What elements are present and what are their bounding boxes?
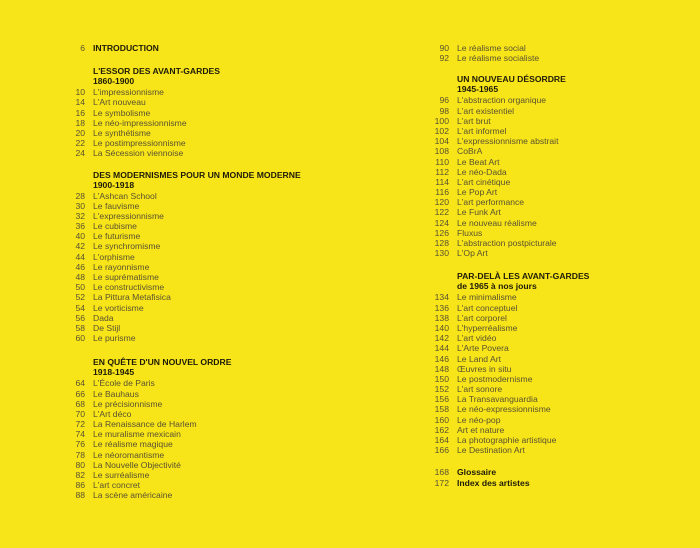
page-number: 112 <box>435 166 449 177</box>
toc-entry[interactable] <box>60 313 390 323</box>
entry-title: Dada <box>93 312 114 323</box>
entry-title: Le Destination Art <box>457 445 525 456</box>
page-number: 74 <box>75 429 85 440</box>
entry-title: Le rayonnisme <box>93 261 150 272</box>
entry-title: L'art cinétique <box>457 176 511 187</box>
entry-title: Le symbolisme <box>93 107 151 118</box>
section-dates: 1900-1918 <box>93 179 135 190</box>
toc-entry[interactable] <box>60 211 390 221</box>
toc-entry[interactable] <box>60 429 390 439</box>
entry-title: Le néo-pop <box>457 414 501 425</box>
page-number: 60 <box>75 333 85 344</box>
entry-title: L'abstraction organique <box>457 95 547 106</box>
toc-entry[interactable] <box>418 425 688 435</box>
toc-entry[interactable] <box>418 228 688 238</box>
entry-title: L'art sonore <box>457 384 503 395</box>
toc-entry[interactable] <box>60 490 390 500</box>
page-number: 72 <box>75 419 85 430</box>
page-number: 126 <box>434 227 449 238</box>
toc-entry[interactable] <box>60 262 390 272</box>
entry-title: Le Pop Art <box>457 187 498 198</box>
toc-entry[interactable] <box>418 364 688 374</box>
toc-entry[interactable] <box>60 191 390 201</box>
page-number: 10 <box>75 87 85 98</box>
toc-entry[interactable] <box>60 97 390 107</box>
entry-title: L'Ashcan School <box>93 190 157 201</box>
entry-title: Le réalisme magique <box>93 439 173 450</box>
toc-entry[interactable] <box>418 435 688 445</box>
page-number: 124 <box>434 217 449 228</box>
toc-entry[interactable] <box>60 128 390 138</box>
toc-entry[interactable] <box>418 333 688 343</box>
section-heading <box>60 170 390 190</box>
toc-entry[interactable] <box>418 43 688 53</box>
toc-entry[interactable] <box>60 282 390 292</box>
page-number: 128 <box>434 238 449 248</box>
page-number: 162 <box>434 424 449 435</box>
entry-title: L'art existentiel <box>457 105 515 116</box>
toc-entry[interactable] <box>418 116 688 126</box>
toc-entry[interactable] <box>60 470 390 480</box>
section-dates: 1945-1965 <box>457 84 499 95</box>
page-number: 88 <box>75 490 85 501</box>
toc-entry-index[interactable] <box>418 478 688 488</box>
entry-title: Le purisme <box>93 333 136 344</box>
page-number: 28 <box>75 190 85 201</box>
toc-entry[interactable] <box>60 389 390 399</box>
toc-entry[interactable] <box>60 272 390 282</box>
toc-entry[interactable] <box>418 157 688 167</box>
toc-entry[interactable] <box>418 136 688 146</box>
toc-entry[interactable] <box>418 177 688 187</box>
page-number: 138 <box>434 312 449 323</box>
page-number: 96 <box>439 95 449 106</box>
toc-entry[interactable] <box>60 108 390 118</box>
entry-title: La Pittura Metafisica <box>93 292 171 303</box>
entry-title: Le réalisme socialiste <box>457 53 540 64</box>
page-number: 92 <box>439 53 449 64</box>
page-number: 68 <box>75 398 85 409</box>
toc-entry[interactable] <box>418 238 688 248</box>
page-number: 100 <box>434 115 449 126</box>
entry-title: Le néo-expressionnisme <box>457 404 551 415</box>
toc-entry[interactable] <box>60 87 390 97</box>
toc-entry[interactable] <box>418 445 688 455</box>
entry-title: La photographie artistique <box>457 435 557 445</box>
toc-left-column <box>60 43 390 501</box>
entry-title: Le réalisme social <box>457 43 526 53</box>
entry-title: La Nouvelle Objectivité <box>93 459 181 470</box>
section-title: L'ESSOR DES AVANT-GARDES <box>93 66 220 77</box>
toc-entry[interactable] <box>418 394 688 404</box>
entry-title: Le néo-impressionnisme <box>93 117 187 128</box>
page-number: 86 <box>75 480 85 491</box>
entry-title: La Renaissance de Harlem <box>93 419 197 430</box>
entry-title: L'Art déco <box>93 408 132 419</box>
entry-title: L'art performance <box>457 197 525 208</box>
entry-title: Œuvres in situ <box>457 363 512 374</box>
entry-title: L'art conceptuel <box>457 302 518 313</box>
page-number: 32 <box>75 210 85 221</box>
page-number: 130 <box>434 248 449 259</box>
entry-title: L'abstraction postpicturale <box>457 238 557 248</box>
entry-title: L'art concret <box>93 480 141 491</box>
toc-entry-introduction[interactable] <box>60 43 390 53</box>
page-number: 24 <box>75 148 85 159</box>
toc-entry-glossary[interactable] <box>418 467 688 477</box>
page-number: 144 <box>434 343 449 354</box>
toc-entry[interactable] <box>60 252 390 262</box>
entry-title: L'Op Art <box>457 248 488 259</box>
toc-entry[interactable] <box>60 201 390 211</box>
page-number: 150 <box>434 373 449 384</box>
toc-entry[interactable] <box>60 221 390 231</box>
toc-entry[interactable] <box>418 106 688 116</box>
page-number: 50 <box>75 282 85 293</box>
page-number: 6 <box>80 43 85 53</box>
entry-title: Le Land Art <box>457 353 501 364</box>
toc-entry[interactable] <box>418 404 688 414</box>
toc-entry[interactable] <box>60 303 390 313</box>
page-number: 16 <box>75 107 85 118</box>
page-number: 172 <box>434 477 449 488</box>
page-number: 160 <box>434 414 449 425</box>
toc-entry[interactable] <box>60 460 390 470</box>
entry-title: Le nouveau réalisme <box>457 217 537 228</box>
entry-title: Fluxus <box>457 227 483 238</box>
toc-entry[interactable] <box>418 126 688 136</box>
page-number: 78 <box>75 449 85 460</box>
entry-title: L'Arte Povera <box>457 343 509 354</box>
toc-entry[interactable] <box>60 231 390 241</box>
entry-title: La scène américaine <box>93 490 173 501</box>
toc-entry[interactable] <box>418 248 688 258</box>
toc-entry[interactable] <box>60 399 390 409</box>
page-number: 168 <box>434 467 449 478</box>
section-title: PAR-DELÀ LES AVANT-GARDES <box>457 271 590 282</box>
toc-right-column <box>418 43 688 488</box>
entry-title: INTRODUCTION <box>93 43 159 53</box>
section-title: DES MODERNISMES POUR UN MONDE MODERNE <box>93 169 301 180</box>
section-title: EN QUÊTE D'UN NOUVEL ORDRE <box>93 357 232 368</box>
toc-entry[interactable] <box>418 146 688 156</box>
entry-title: L'art corporel <box>457 312 507 323</box>
entry-title: L'École de Paris <box>93 378 155 389</box>
toc-entry[interactable] <box>60 148 390 158</box>
section-heading <box>418 74 688 94</box>
page-number: 54 <box>75 302 85 313</box>
page-number: 30 <box>75 200 85 211</box>
toc-entry[interactable] <box>418 374 688 384</box>
page-number: 122 <box>434 207 449 218</box>
entry-title: Le synthétisme <box>93 127 151 138</box>
page-number: 80 <box>75 459 85 470</box>
entry-title: Index des artistes <box>457 477 530 488</box>
entry-title: La Sécession viennoise <box>93 148 184 159</box>
page-number: 14 <box>75 97 85 108</box>
entry-title: Glossaire <box>457 467 497 478</box>
page-number: 142 <box>434 333 449 344</box>
toc-entry[interactable] <box>418 415 688 425</box>
toc-entry[interactable] <box>418 218 688 228</box>
page-number: 114 <box>435 176 449 187</box>
toc-entry[interactable] <box>418 323 688 333</box>
entry-title: Le fauvisme <box>93 200 140 211</box>
entry-title: L'expressionnisme abstrait <box>457 136 559 147</box>
page-number: 156 <box>434 394 449 405</box>
entry-title: L'hyperréalisme <box>457 322 518 333</box>
entry-title: Le minimalisme <box>457 292 517 303</box>
page-number: 48 <box>75 272 85 282</box>
toc-entry[interactable] <box>60 138 390 148</box>
entry-title: L'Art nouveau <box>93 97 146 108</box>
section-dates: 1860-1900 <box>93 76 135 87</box>
page-number: 108 <box>434 146 449 157</box>
toc-entry[interactable] <box>418 343 688 353</box>
entry-title: Le suprématisme <box>93 272 159 282</box>
section-dates: 1918-1945 <box>93 367 135 378</box>
toc-entry[interactable] <box>418 313 688 323</box>
section-heading <box>60 357 390 377</box>
page-number: 152 <box>434 384 449 395</box>
page-number: 98 <box>439 105 449 116</box>
page-number: 90 <box>439 43 449 53</box>
page-number: 70 <box>75 408 85 419</box>
page-number: 44 <box>75 251 85 262</box>
entry-title: Le précisionnisme <box>93 398 163 409</box>
toc-entry[interactable] <box>418 303 688 313</box>
page-number: 148 <box>434 363 449 374</box>
page-number: 40 <box>75 231 85 242</box>
entry-title: Le muralisme mexicain <box>93 429 181 440</box>
toc-entry[interactable] <box>60 323 390 333</box>
toc-entry[interactable] <box>418 384 688 394</box>
page-number: 166 <box>434 445 449 456</box>
toc-entry[interactable] <box>60 409 390 419</box>
entry-title: Le néoromantisme <box>93 449 165 460</box>
page-number: 42 <box>75 241 85 252</box>
entry-title: L'expressionnisme <box>93 210 164 221</box>
toc-entry[interactable] <box>60 333 390 343</box>
page-number: 58 <box>75 322 85 333</box>
toc-entry[interactable] <box>60 480 390 490</box>
toc-entry[interactable] <box>60 241 390 251</box>
page-number: 140 <box>434 322 449 333</box>
toc-entry[interactable] <box>60 378 390 388</box>
entry-title: De Stijl <box>93 322 121 333</box>
toc-entry[interactable] <box>418 197 688 207</box>
toc-entry[interactable] <box>60 439 390 449</box>
entry-title: L'art informel <box>457 125 507 136</box>
toc-entry[interactable] <box>418 292 688 302</box>
spacer <box>418 455 688 467</box>
toc-entry[interactable] <box>418 187 688 197</box>
entry-title: CoBrA <box>457 146 483 157</box>
page-number: 82 <box>75 470 85 480</box>
entry-title: Le postimpressionnisme <box>93 138 186 149</box>
page-number: 36 <box>75 221 85 232</box>
entry-title: Le synchromisme <box>93 241 161 252</box>
section-heading <box>60 66 390 86</box>
page-number: 52 <box>75 292 85 303</box>
entry-title: Le cubisme <box>93 221 137 232</box>
toc-entry[interactable] <box>418 95 688 105</box>
entry-title: Le constructivisme <box>93 282 165 293</box>
page-number: 76 <box>75 439 85 450</box>
page-number: 66 <box>75 388 85 399</box>
page-number: 164 <box>434 435 449 445</box>
page-number: 116 <box>435 187 449 198</box>
toc-entry[interactable] <box>418 354 688 364</box>
entry-title: Le Funk Art <box>457 207 501 218</box>
toc-entry[interactable] <box>60 292 390 302</box>
page-number: 64 <box>75 378 85 389</box>
toc-entry[interactable] <box>60 118 390 128</box>
entry-title: Le postmodernisme <box>457 373 533 384</box>
entry-title: Le Bauhaus <box>93 388 139 399</box>
toc-entry[interactable] <box>418 207 688 217</box>
entry-title: L'art vidéo <box>457 333 497 344</box>
entry-title: Art et nature <box>457 424 505 435</box>
entry-title: Le Beat Art <box>457 156 500 167</box>
entry-title: L'orphisme <box>93 251 135 262</box>
entry-title: Le vorticisme <box>93 302 144 313</box>
page-number: 56 <box>75 312 85 323</box>
page-number: 146 <box>434 353 449 364</box>
page-number: 158 <box>434 404 449 415</box>
page-number: 136 <box>434 302 449 313</box>
page-number: 102 <box>434 125 449 136</box>
entry-title: Le néo-Dada <box>457 166 507 177</box>
page-number: 104 <box>434 136 449 147</box>
page-number: 20 <box>75 127 85 138</box>
section-dates: de 1965 à nos jours <box>457 281 537 292</box>
toc-entry[interactable] <box>418 167 688 177</box>
section-heading <box>418 271 688 291</box>
section-title: UN NOUVEAU DÉSORDRE <box>457 74 566 85</box>
toc-entry[interactable] <box>60 450 390 460</box>
page-number: 22 <box>75 138 85 149</box>
page-number: 134 <box>434 292 449 303</box>
page-number: 18 <box>75 117 85 128</box>
entry-title: Le surréalisme <box>93 470 150 480</box>
entry-title: La Transavanguardia <box>457 394 538 405</box>
entry-title: L'impressionnisme <box>93 87 164 98</box>
entry-title: L'art brut <box>457 115 491 126</box>
page-number: 120 <box>434 197 449 208</box>
entry-title: Le futurisme <box>93 231 141 242</box>
page-number: 110 <box>435 156 449 167</box>
toc-entry[interactable] <box>418 53 688 63</box>
toc-entry[interactable] <box>60 419 390 429</box>
page-number: 46 <box>75 261 85 272</box>
